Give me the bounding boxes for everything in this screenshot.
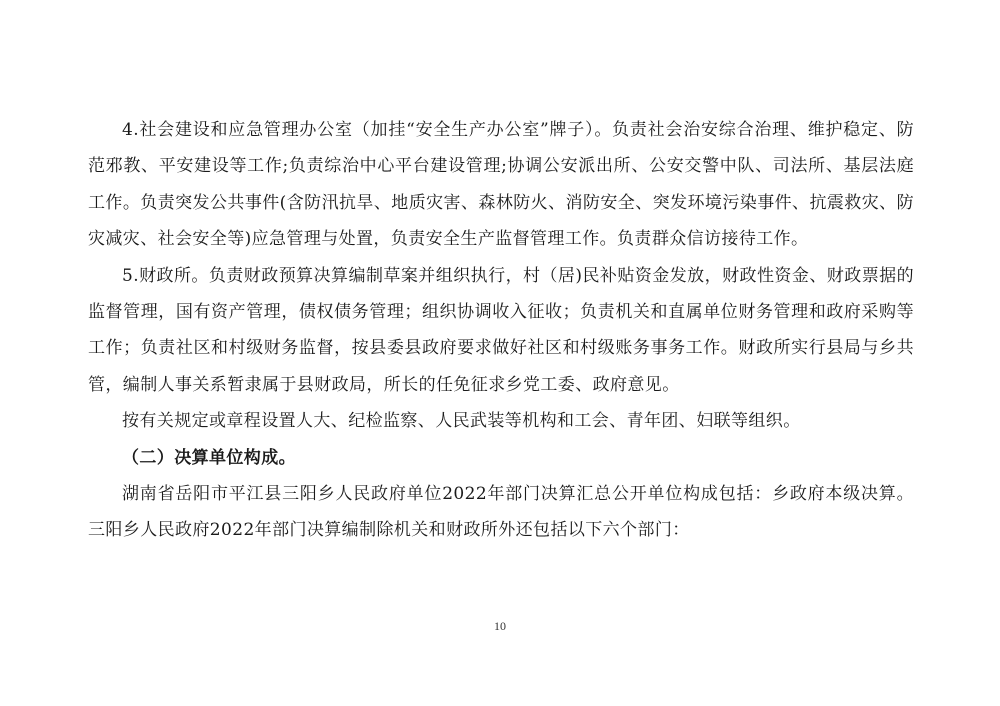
paragraph-finance-office: 5.财政所。负责财政预算决算编制草案并组织执行，村（居)民补贴资金发放，财政性资金、财政票据的监督管理，国有资产管理，债权债务管理；组织协调收入征收；负责机关和直属单位财务管理和政府采购等工作；负责社区和村级财务监督，按县委县政府要求做好社区和村级账务事务工作。财政所实行县局与乡共管，编制人事关系暂隶属于县财政局，所长的任免征求乡党工委、政府意见。 <box>88 265 914 395</box>
paragraph-other-organizations: 按有关规定或章程设置人大、纪检监察、人民武装等机构和工会、青年团、妇联等组织。 <box>122 411 801 432</box>
section-heading-unit-composition: （二）决算单位构成。 <box>122 447 296 468</box>
page-number: 10 <box>494 619 506 633</box>
paragraph-unit-composition: 湖南省岳阳市平江县三阳乡人民政府单位2022年部门决算汇总公开单位构成包括：乡政府本级决算。三阳乡人民政府2022年部门决算编制除机关和财政所外还包括以下六个部门： <box>88 484 914 541</box>
paragraph-social-construction-office: 4.社会建设和应急管理办公室（加挂“安全生产办公室”牌子）。负责社会治安综合治理、维护稳定、防范邪教、平安建设等工作;负责综治中心平台建设管理;协调公安派出所、公安交警中队、司法所、基层法庭工作。负责突发公共事件(含防汛抗旱、地质灾害、森林防火、消防安全、突发环境污染事件、抗震救灾、防灾减灾、社会安全等)应急管理与处置，负责安全生产监督管理工作。负责群众信访接待工作。 <box>88 120 914 250</box>
document-body <box>88 112 914 549</box>
